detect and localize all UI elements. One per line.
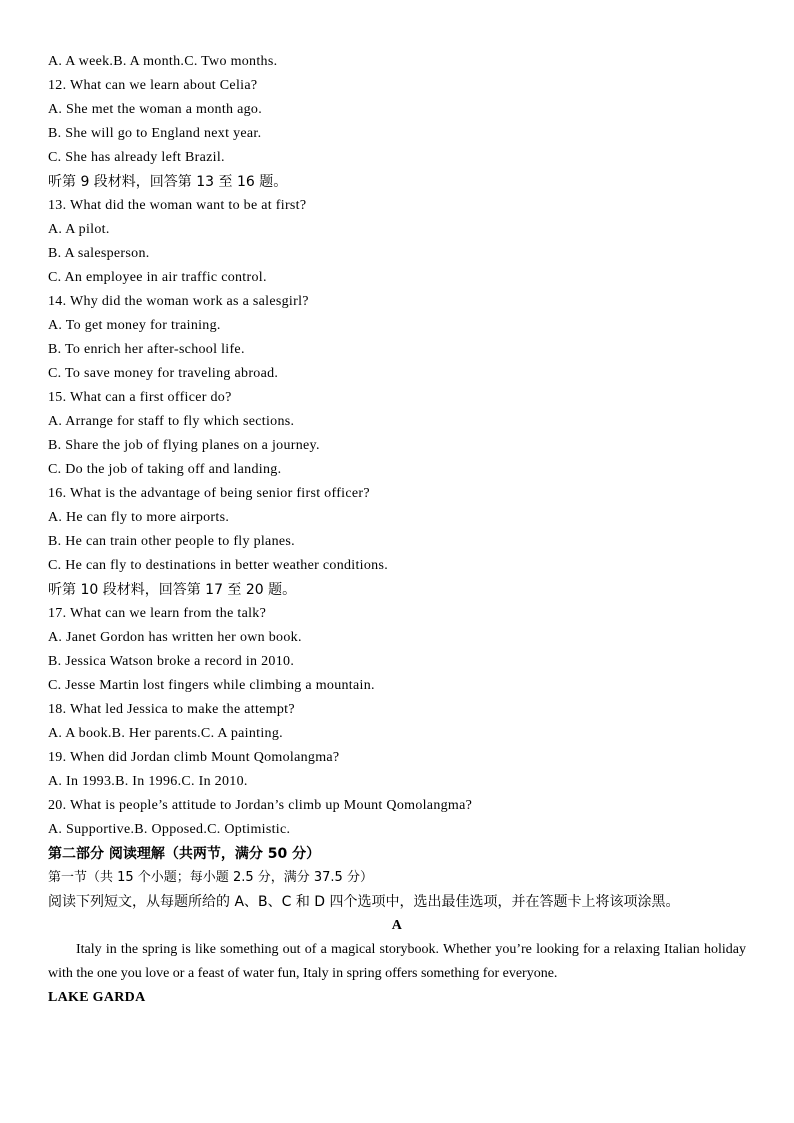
option-line: A. She met the woman a month ago.: [48, 102, 263, 117]
option-line: C. Do the job of taking off and landing.: [48, 462, 282, 477]
question-line: 20. What is people’s attitude to Jordan’s climb up Mount Qomolangma?: [48, 798, 473, 813]
passage-paragraph: Italy in the spring is like something out of a magical storybook. Whether you’re looking for a relaxing Italian holiday with the one you love or a feast of water fun, Italy in spring offers something for everyone.: [48, 942, 746, 981]
question-line: 16. What is the advantage of being senior first officer?: [48, 486, 370, 501]
option-line: C. He can fly to destinations in better weather conditions.: [48, 558, 389, 573]
option-line: C. An employee in air traffic control.: [48, 270, 267, 285]
option-line: B. Share the job of flying planes on a journey.: [48, 438, 320, 453]
question-line: 14. Why did the woman work as a salesgirl?: [48, 294, 309, 309]
question-line: 13. What did the woman want to be at first?: [48, 198, 307, 213]
reading-instruction: 阅读下列短文，从每题所给的 A、B、C 和 D 四个选项中，选出最佳选项，并在答题卡上将该项涂黑。: [48, 894, 680, 910]
passage-label: A: [391, 918, 403, 933]
section-title: 第二部分 阅读理解（共两节，满分 50 分）: [48, 846, 321, 862]
options-line: A. Supportive.B. Opposed.C. Optimistic.: [48, 822, 291, 837]
option-line: A. A pilot.: [48, 222, 110, 237]
option-line: B. To enrich her after-school life.: [48, 342, 245, 357]
options-line: A. A book.B. Her parents.C. A painting.: [48, 726, 283, 741]
question-line: 19. When did Jordan climb Mount Qomolangma?: [48, 750, 340, 765]
listening-instruction: 听第 9 段材料，回答第 13 至 16 题。: [48, 174, 288, 190]
document-page: [48, 50, 746, 1010]
option-line: A. Arrange for staff to fly which sections.: [48, 414, 295, 429]
option-line: B. He can train other people to fly planes.: [48, 534, 295, 549]
question-line: 15. What can a first officer do?: [48, 390, 232, 405]
question-line: 12. What can we learn about Celia?: [48, 78, 258, 93]
subsection-title: 第一节（共 15 个小题；每小题 2.5 分，满分 37.5 分）: [48, 870, 373, 885]
option-line: A. To get money for training.: [48, 318, 221, 333]
option-line: C. She has already left Brazil.: [48, 150, 225, 165]
listening-instruction: 听第 10 段材料，回答第 17 至 20 题。: [48, 582, 297, 598]
option-line: B. Jessica Watson broke a record in 2010.: [48, 654, 295, 669]
option-line: A. He can fly to more airports.: [48, 510, 230, 525]
options-line: A. In 1993.B. In 1996.C. In 2010.: [48, 774, 248, 789]
option-line: B. A salesperson.: [48, 246, 150, 261]
question-line: 18. What led Jessica to make the attempt?: [48, 702, 295, 717]
option-line: B. She will go to England next year.: [48, 126, 262, 141]
option-line: C. To save money for traveling abroad.: [48, 366, 279, 381]
passage-heading: LAKE GARDA: [48, 990, 146, 1005]
question-line: 17. What can we learn from the talk?: [48, 606, 267, 621]
option-line: A. Janet Gordon has written her own book.: [48, 630, 302, 645]
options-line: A. A week.B. A month.C. Two months.: [48, 54, 278, 69]
option-line: C. Jesse Martin lost fingers while climbing a mountain.: [48, 678, 375, 693]
